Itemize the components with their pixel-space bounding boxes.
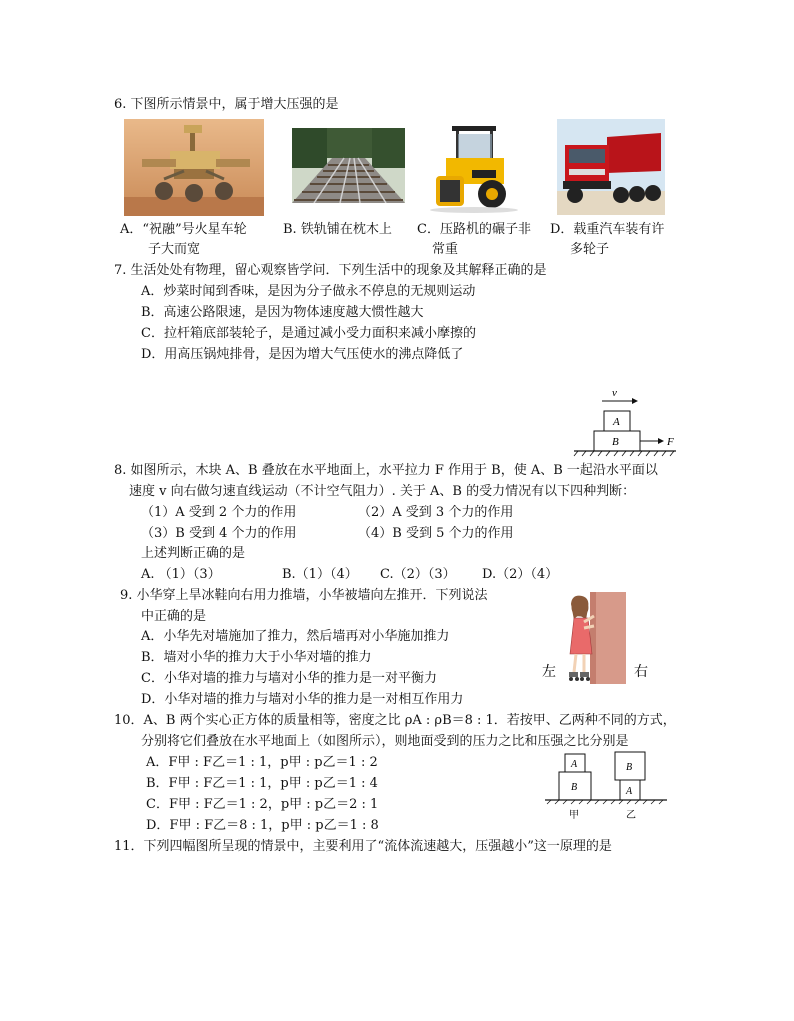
q6-option-d-line2: 多轮子 (570, 242, 610, 257)
q9-option-d: D．小华对墙的推力与墙对小华的推力是一对相互作用力 (141, 692, 464, 707)
right-direction-label: 右 (634, 665, 648, 680)
q6-option-b: B. 铁轨铺在枕木上 (283, 222, 392, 237)
q7-stem: 7. 生活处处有物理，留心观察皆学问．下列生活中的现象及其解释正确的是 (114, 263, 547, 278)
q8-blocks-figure (572, 385, 682, 457)
q8-judgment-3: （3）B 受到 4 个力的作用 (141, 526, 297, 541)
q8-judgment-1: （1）A 受到 2 个力的作用 (141, 505, 297, 520)
q8-option-d: D.（2）（4） (482, 567, 559, 582)
q10-option-b: B．F甲 : F乙＝1 : 1，p甲 : p乙＝1 : 4 (146, 776, 378, 791)
q7-option-b: B．高速公路限速，是因为物体速度越大惯性越大 (141, 305, 424, 320)
q9-option-a: A．小华先对墙施加了推力，然后墙再对小华施加推力 (141, 629, 450, 644)
yi-label: 乙 (626, 810, 636, 821)
q8-option-c: C.（2）（3） (380, 567, 456, 582)
q7-option-d: D．用高压锅炖排骨，是因为增大气压使水的沸点降低了 (141, 347, 464, 362)
q10-stem-line1: 10．A、B 两个实心正方体的质量相等，密度之比 ρA : ρB＝8 : 1．若按甲、乙两种不同的方式， (114, 713, 676, 728)
jia-top-label: A (571, 759, 578, 770)
dump-truck-photo (557, 119, 665, 215)
yi-top-label: B (626, 762, 633, 773)
q9-stem-line1: 9. 小华穿上旱冰鞋向右用力推墙，小华被墙向左推开．下列说法 (120, 588, 488, 603)
q9-option-b: B．墙对小华的推力大于小华对墙的推力 (141, 650, 372, 665)
q11-stem: 11．下列四幅图所呈现的情景中，主要利用了“流体流速越大，压强越小”这一原理的是 (114, 839, 612, 854)
q7-option-c: C．拉杆箱底部装轮子，是通过减小受力面积来减小摩擦的 (141, 326, 476, 341)
stacked-cubes-figure (545, 750, 669, 822)
q6-option-d-line1: D．载重汽车装有许 (550, 222, 665, 237)
q8-prompt: 上述判断正确的是 (141, 546, 246, 561)
q8-stem-line2: 速度 v 向右做匀速直线运动（不计空气阻力）. 关于 A、B 的受力情况有以下四种判断： (129, 484, 636, 499)
force-label: F (667, 436, 674, 448)
q7-option-a: A．炒菜时闻到香味，是因为分子做永不停息的无规则运动 (141, 284, 476, 299)
q8-judgment-2: （2）A 受到 3 个力的作用 (358, 505, 514, 520)
q6-stem: 6. 下图所示情景中，属于增大压强的是 (114, 97, 339, 112)
q9-option-c: C．小华对墙的推力与墙对小华的推力是一对平衡力 (141, 671, 437, 686)
q10-option-a: A．F甲 : F乙＝1 : 1，p甲 : p乙＝1 : 2 (146, 755, 378, 770)
jia-label: 甲 (569, 810, 579, 821)
block-a-label: A (613, 416, 620, 428)
q10-option-d: D．F甲 : F乙＝8 : 1，p甲 : p乙＝1 : 8 (146, 818, 379, 833)
q6-option-a-line1: A．“祝融”号火星车轮 (120, 222, 247, 237)
velocity-label: v (612, 387, 617, 399)
yi-bottom-label: A (626, 786, 633, 797)
q9-stem-line2: 中正确的是 (141, 609, 207, 624)
road-roller-photo (428, 122, 520, 214)
q6-option-c-line2: 常重 (432, 242, 459, 257)
q8-judgment-4: （4）B 受到 5 个力的作用 (358, 526, 514, 541)
q8-option-b: B.（1）（4） (282, 567, 358, 582)
q10-option-c: C．F甲 : F乙＝1 : 2，p甲 : p乙＝2 : 1 (146, 797, 379, 812)
q6-option-a-line2: 子大而宽 (148, 242, 201, 257)
block-b-label: B (612, 436, 619, 448)
q8-stem-line1: 8. 如图所示，木块 A、B 叠放在水平地面上，水平拉力 F 作用于 B，使 A、B 一起沿水平面以 (114, 463, 658, 478)
girl-pushing-wall-figure (538, 590, 656, 686)
jia-bottom-label: B (571, 782, 578, 793)
q10-stem-line2: 分别将它们叠放在水平地面上（如图所示），则地面受到的压力之比和压强之比分别是 (141, 734, 629, 749)
railway-track-photo (292, 128, 405, 203)
q8-option-a: A. （1）（3） (141, 567, 221, 582)
left-direction-label: 左 (542, 665, 556, 680)
q6-option-c-line1: C．压路机的碾子非 (417, 222, 531, 237)
mars-rover-photo (124, 119, 264, 216)
